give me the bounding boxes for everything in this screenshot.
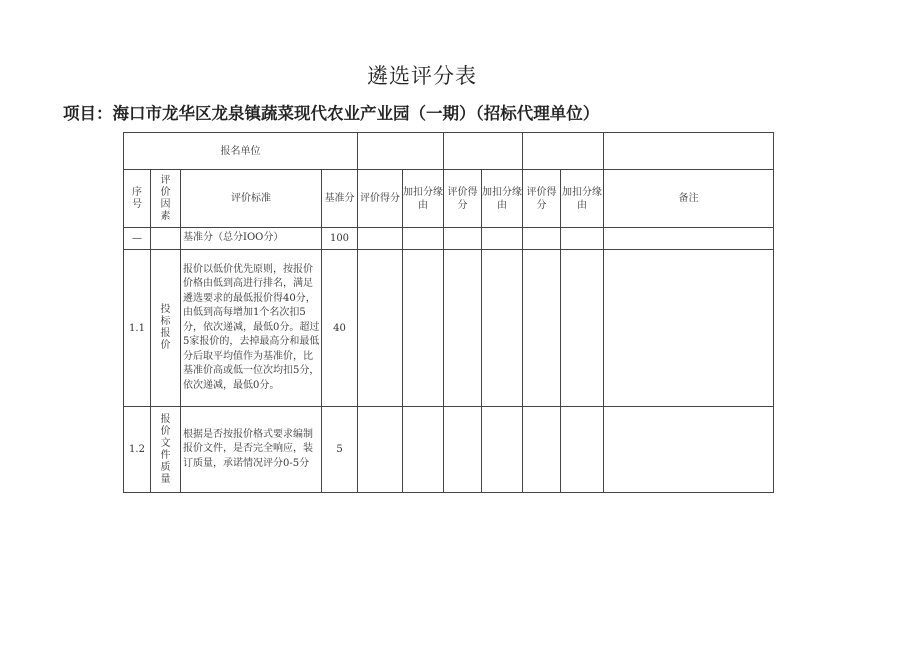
header-row-columns [124, 170, 774, 228]
cell-score[interactable] [523, 228, 561, 250]
cell-base: 40 [322, 250, 358, 407]
table-row [124, 228, 774, 250]
col-remark: 备注 [604, 170, 774, 228]
table-row [124, 250, 774, 407]
unit-cell-remark [604, 133, 774, 170]
cell-base: 5 [322, 407, 358, 493]
cell-score[interactable] [444, 228, 482, 250]
col-seq: 序号 [124, 170, 151, 228]
unit-cell-2[interactable] [444, 133, 523, 170]
cell-remark[interactable] [604, 250, 774, 407]
cell-reason[interactable] [403, 407, 444, 493]
cell-seq: 1.1 [124, 250, 151, 407]
col-deduct-reason-3: 加扣分缘由 [561, 170, 604, 228]
cell-criteria: 基准分（总分IOO分） [181, 228, 322, 250]
cell-reason[interactable] [561, 250, 604, 407]
project-name: 项目：海口市龙华区龙泉镇蔬菜现代农业产业园（一期）（招标代理单位） [63, 104, 600, 123]
cell-score[interactable] [358, 407, 403, 493]
col-factor: 评价因素 [151, 170, 181, 228]
col-eval-score-3: 评价得分 [523, 170, 561, 228]
cell-reason[interactable] [482, 407, 523, 493]
cell-score[interactable] [523, 250, 561, 407]
cell-remark[interactable] [604, 407, 774, 493]
cell-reason[interactable] [482, 250, 523, 407]
cell-reason[interactable] [403, 228, 444, 250]
cell-reason[interactable] [561, 228, 604, 250]
cell-seq: 1.2 [124, 407, 151, 493]
cell-criteria: 根据是否按报价格式要求编制报价文件，是否完全响应，装订质量，承诺情况评分0-5分 [181, 407, 322, 493]
cell-score[interactable] [358, 228, 403, 250]
col-eval-score-2: 评价得分 [444, 170, 482, 228]
cell-criteria: 报价以低价优先原则，按报价价格由低到高进行排名，满足遴选要求的最低报价得40分，由低到高每增加1个名次扣5分，依次递减，最低0分。超过5家报价的，去掉最高分和最低分后取平均值作为基准价，比基准价高或低一位次均扣5分，依次递减，最低0分。 [181, 250, 322, 407]
cell-reason[interactable] [482, 228, 523, 250]
cell-reason[interactable] [403, 250, 444, 407]
cell-score[interactable] [358, 250, 403, 407]
cell-base: 100 [322, 228, 358, 250]
col-eval-score-1: 评价得分 [358, 170, 403, 228]
page-title: 遴选评分表 [367, 64, 477, 88]
cell-score[interactable] [523, 407, 561, 493]
unit-header-cell: 报名单位 [124, 133, 358, 170]
cell-factor: 报价文件质量 [151, 407, 181, 493]
scoring-table [123, 132, 774, 493]
unit-cell-3[interactable] [523, 133, 604, 170]
col-deduct-reason-2: 加扣分缘由 [482, 170, 523, 228]
cell-remark[interactable] [604, 228, 774, 250]
unit-cell-1[interactable] [358, 133, 444, 170]
col-deduct-reason-1: 加扣分缘由 [403, 170, 444, 228]
cell-score[interactable] [444, 407, 482, 493]
cell-factor [151, 228, 181, 250]
col-criteria: 评价标准 [181, 170, 322, 228]
header-row-unit [124, 133, 774, 170]
col-base-score: 基准分 [322, 170, 358, 228]
cell-factor: 投标报价 [151, 250, 181, 407]
cell-seq: — [124, 228, 151, 250]
cell-reason[interactable] [561, 407, 604, 493]
table-row [124, 407, 774, 493]
cell-score[interactable] [444, 250, 482, 407]
